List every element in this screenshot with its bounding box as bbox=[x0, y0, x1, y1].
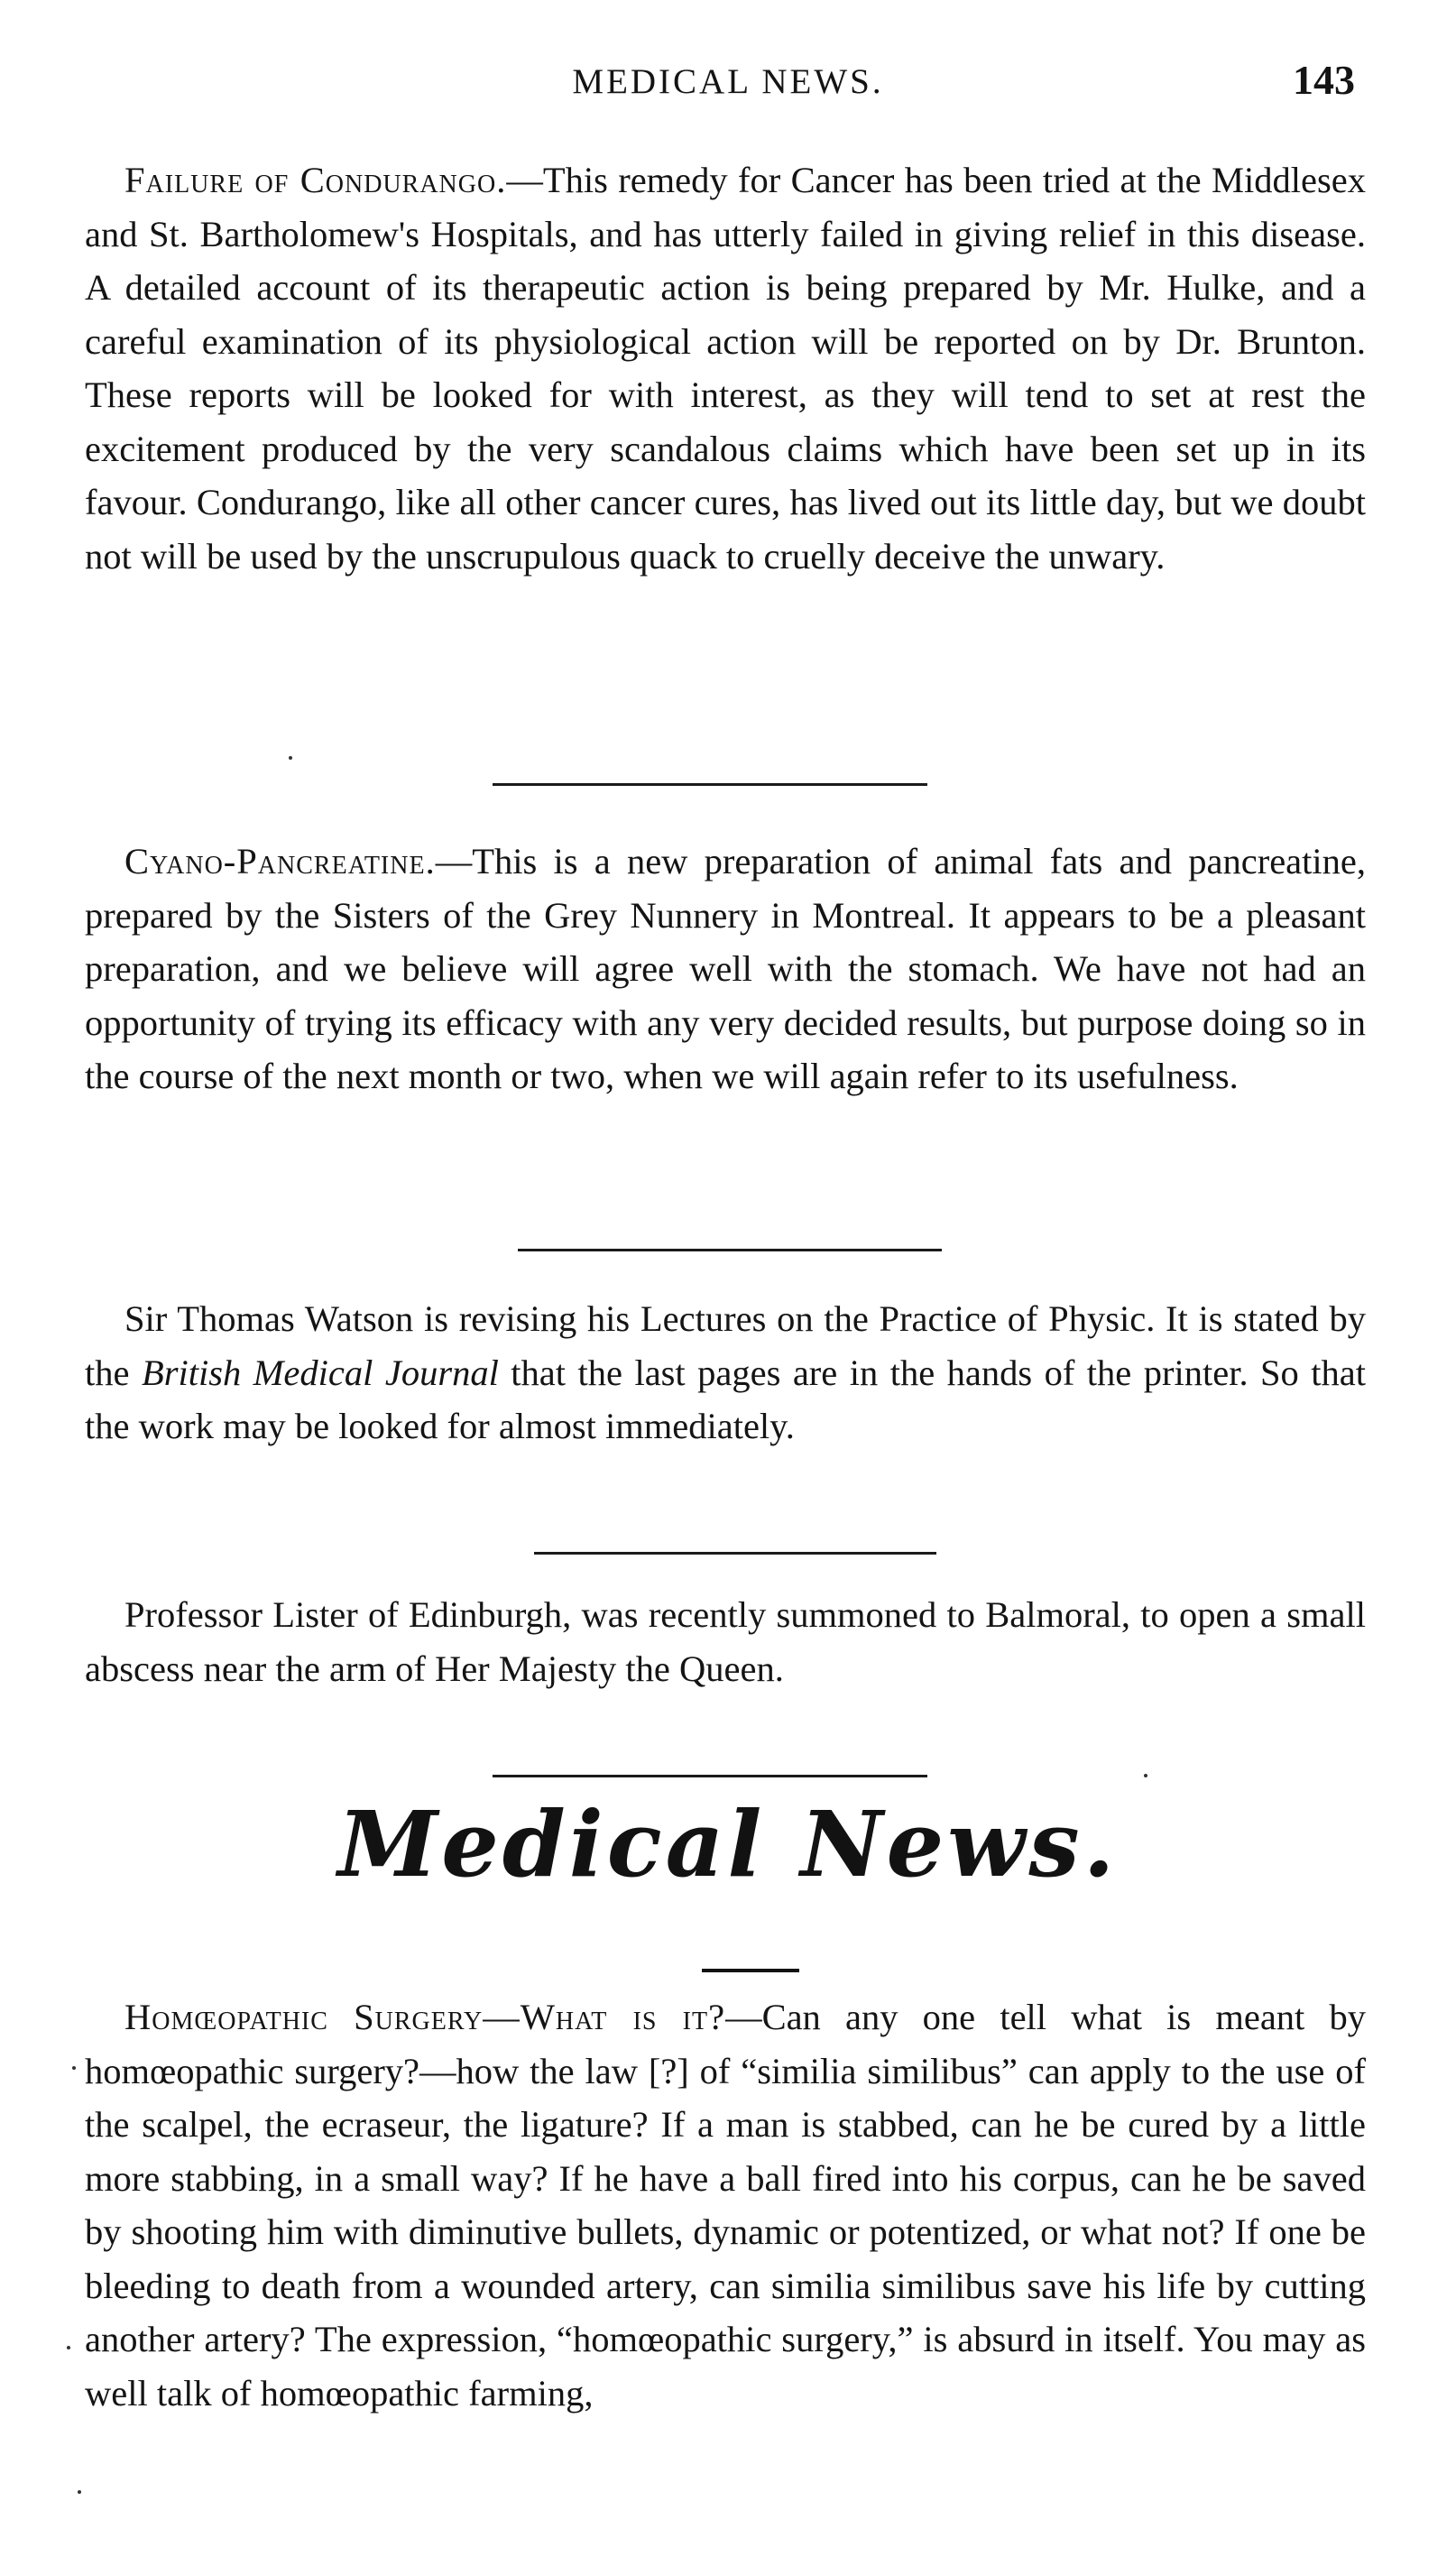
print-speck bbox=[1144, 1774, 1147, 1777]
article-lead: Homœopathic Surgery—What is it? bbox=[124, 1997, 726, 2037]
running-title: MEDICAL NEWS. bbox=[572, 62, 884, 101]
article-paragraph bbox=[85, 1292, 1366, 1454]
masthead-rule bbox=[702, 1969, 799, 1972]
article-paragraph bbox=[85, 1588, 1366, 1695]
section-divider bbox=[493, 1775, 927, 1777]
article-cyano-pancreatine bbox=[85, 835, 1366, 1103]
article-lead: Failure of Condurango. bbox=[124, 160, 507, 200]
article-paragraph bbox=[85, 1990, 1366, 2420]
article-failure-of-condurango bbox=[85, 153, 1366, 583]
article-homoeopathic-surgery bbox=[85, 1990, 1366, 2420]
page-number: 143 bbox=[1293, 57, 1355, 103]
journal-title: British Medical Journal bbox=[141, 1352, 499, 1393]
article-text: that the last pages are in the hands of the printer. So that the work may be looked for almost immediately. bbox=[85, 1352, 1367, 1446]
section-divider bbox=[534, 1552, 936, 1555]
section-divider bbox=[493, 783, 927, 786]
section-masthead: Medical News. bbox=[337, 1791, 1119, 1897]
article-sir-thomas-watson bbox=[85, 1292, 1366, 1454]
article-lead: Cyano-Pancreatine. bbox=[124, 841, 436, 881]
article-body: —This is a new preparation of animal fats and pancreatine, prepared by the Sisters of the Grey Nunnery in Montreal. It appears to be a pleasant preparation, and we believe will agree well with the stomach. We have not had an opportunity of trying its efficacy with any very decided results, but purpose doing so in the course of the next month or two, when we will again refer to its usefulness. bbox=[85, 841, 1366, 1096]
article-text: Sir Thomas Watson is revising his Lectures on the Practice of Physic. It is stated by the bbox=[85, 1298, 1366, 1393]
article-professor-lister bbox=[85, 1588, 1366, 1695]
article-paragraph bbox=[85, 835, 1366, 1103]
article-body: —This remedy for Cancer has been tried at the Middlesex and St. Bartholomew's Hospitals, and has utterly failed in giving relief in this disease. A detailed account of its therapeutic action is being prepared by Mr. Hulke, and a careful examination of its physiological action will be reported on by Dr. Brunton. These reports will be looked for with interest, as they will tend to set at rest the excitement produced by the very scandalous claims which have been set up in its favour. Condurango, like all other cancer cures, has lived out its little day, but we doubt not will be used by the unscrupulous quack to cruelly deceive the unwary. bbox=[85, 160, 1367, 577]
print-speck bbox=[67, 2346, 70, 2349]
print-speck bbox=[289, 756, 292, 760]
running-head bbox=[0, 56, 1456, 110]
print-speck bbox=[78, 2490, 81, 2494]
print-speck bbox=[72, 2066, 76, 2070]
article-text: Professor Lister of Edinburgh, was recently summoned to Balmoral, to open a small abscess near the arm of Her Majesty the Queen. bbox=[85, 1594, 1366, 1689]
section-divider bbox=[518, 1249, 942, 1251]
article-paragraph bbox=[85, 153, 1366, 583]
article-body: —Can any one tell what is meant by homœopathic surgery?—how the law [?] of “similia similibus” can apply to the use of the scalpel, the ecraseur, the ligature? If a man is stabbed, can he be cured by a little more stabbing, in a small way? If he have a ball fired into his corpus, can he be saved by shooting him with diminutive bullets, dynamic or potentized, or what not? If one be bleeding to death from a wounded artery, can similia similibus save his life by cutting another artery? The expression, “homœopathic surgery,” is absurd in itself. You may as well talk of homœopathic farming, bbox=[85, 1997, 1366, 2414]
